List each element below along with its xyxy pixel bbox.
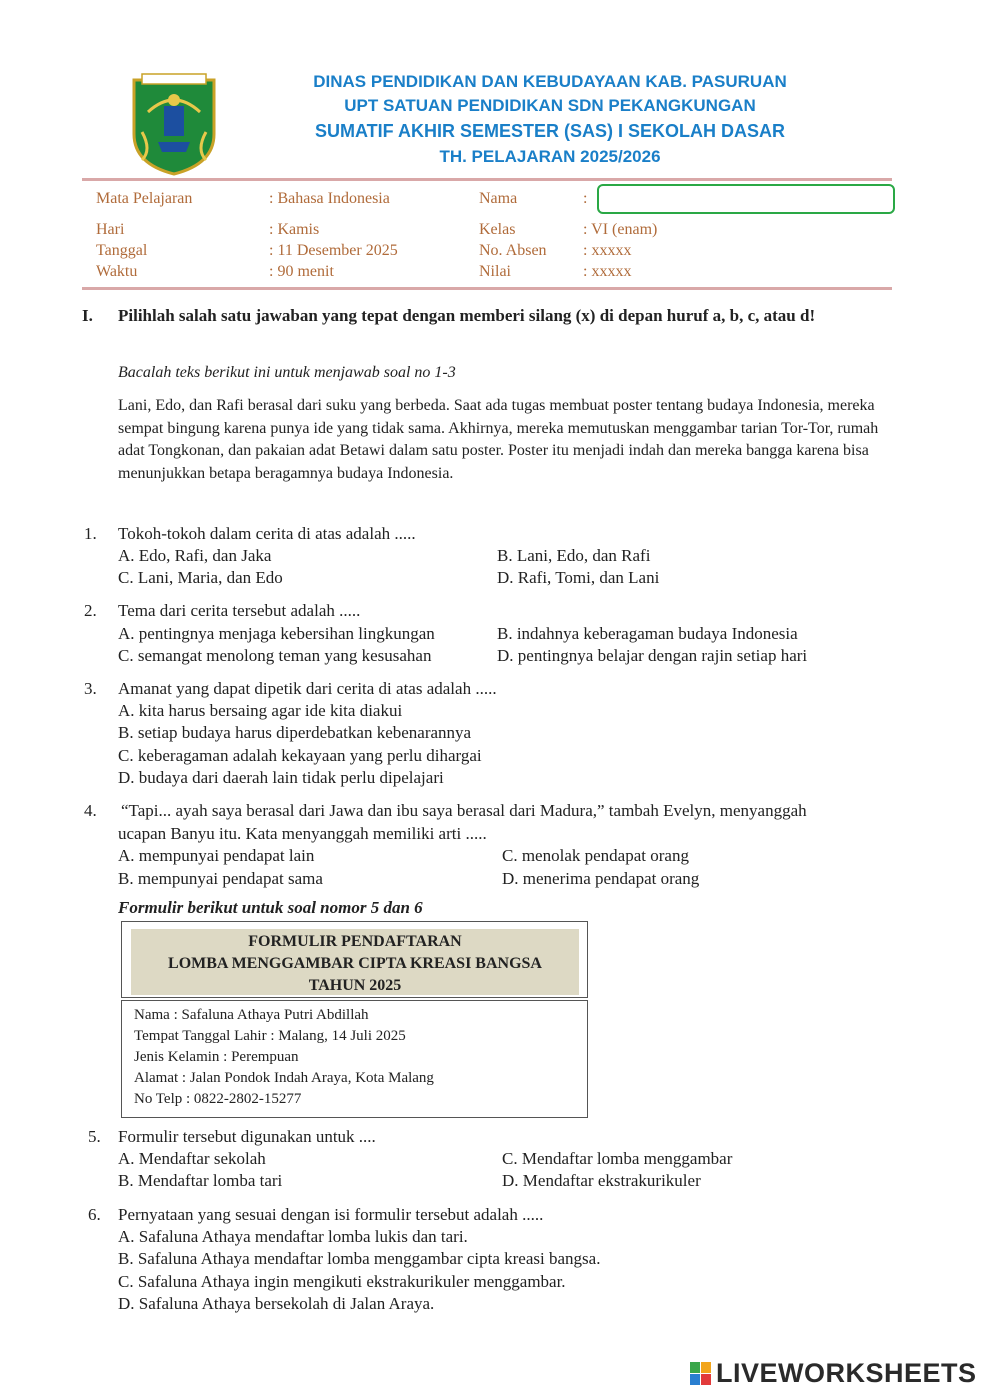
- question-3-text: Amanat yang dapat dipetik dari cerita di atas adalah .....: [118, 679, 497, 698]
- score-label: Nilai: [479, 263, 511, 280]
- class-label: Kelas: [479, 221, 516, 238]
- question-5-text: Formulir tersebut digunakan untuk ....: [118, 1127, 376, 1146]
- question-4-option-a[interactable]: A. mempunyai pendapat lain: [118, 846, 315, 865]
- absence-number-value: : xxxxx: [583, 242, 632, 259]
- form-address: Alamat : Jalan Pondok Indah Araya, Kota Malang: [134, 1070, 434, 1086]
- duration-value: : 90 menit: [269, 263, 334, 280]
- subject-value: : Bahasa Indonesia: [269, 190, 390, 207]
- absence-number-label: No. Absen: [479, 242, 547, 259]
- form-header-title: FORMULIR PENDAFTARAN: [248, 933, 462, 950]
- form-header-box: [121, 921, 588, 998]
- subject-label: Mata Pelajaran: [96, 190, 193, 207]
- day-value: : Kamis: [269, 221, 320, 238]
- name-input[interactable]: [597, 184, 895, 214]
- form-header-band: [131, 929, 579, 995]
- question-1-option-c[interactable]: C. Lani, Maria, dan Edo: [118, 568, 283, 587]
- form-header-subtitle: LOMBA MENGGAMBAR CIPTA KREASI BANGSA: [168, 955, 542, 972]
- header-school: UPT SATUAN PENDIDIKAN SDN PEKANGKUNGAN: [344, 96, 756, 115]
- form-phone: No Telp : 0822-2802-15277: [134, 1091, 302, 1107]
- question-4-number: 4.: [84, 801, 97, 820]
- liveworksheets-logo-icon: [690, 1362, 712, 1386]
- question-6-option-c[interactable]: C. Safaluna Athaya ingin mengikuti ekstrakurikuler menggambar.: [118, 1272, 566, 1291]
- section-number: I.: [82, 306, 93, 325]
- question-2-option-b[interactable]: B. indahnya keberagaman budaya Indonesia: [497, 624, 798, 643]
- section-instruction: [82, 304, 882, 328]
- date-label: Tanggal: [96, 242, 148, 259]
- question-6-option-d[interactable]: D. Safaluna Athaya bersekolah di Jalan Araya.: [118, 1294, 435, 1313]
- question-4-text-line-2: ucapan Banyu itu. Kata menyanggah memiliki arti .....: [118, 824, 487, 843]
- question-1-text: Tokoh-tokoh dalam cerita di atas adalah .....: [118, 524, 416, 543]
- question-3-option-d[interactable]: D. budaya dari daerah lain tidak perlu dipelajari: [118, 768, 444, 787]
- form-birth: Tempat Tanggal Lahir : Malang, 14 Juli 2025: [134, 1028, 406, 1044]
- name-separator: :: [583, 190, 588, 207]
- question-3-option-b[interactable]: B. setiap budaya harus diperdebatkan kebenarannya: [118, 723, 472, 742]
- reading-passage: Lani, Edo, dan Rafi berasal dari suku yang berbeda. Saat ada tugas membuat poster tentang budaya Indonesia, mereka sempat bingung karena punya ide yang tidak sama. Akhirnya, mereka memutuskan menggambar tarian Tor-Tor, rumah adat Tongkonan, dan pakaian adat Betawi dalam satu poster. Poster itu menjadi indah dan mereka bangga karena bisa menunjukkan betapa beragamnya budaya Indonesia.: [118, 397, 879, 482]
- form-intro: Formulir berikut untuk soal nomor 5 dan 6: [118, 898, 423, 917]
- question-2-text: Tema dari cerita tersebut adalah .....: [118, 601, 361, 620]
- question-5-number: 5.: [88, 1127, 101, 1146]
- question-4-option-b[interactable]: B. mempunyai pendapat sama: [118, 869, 323, 888]
- question-4-option-c[interactable]: C. menolak pendapat orang: [502, 846, 689, 865]
- name-label: Nama: [479, 190, 518, 207]
- question-5-option-c[interactable]: C. Mendaftar lomba menggambar: [502, 1149, 733, 1168]
- score-value: : xxxxx: [583, 263, 632, 280]
- header-dinas: DINAS PENDIDIKAN DAN KEBUDAYAAN KAB. PASURUAN: [313, 72, 787, 91]
- header-divider-bottom: [82, 287, 892, 290]
- question-5-option-b[interactable]: B. Mendaftar lomba tari: [118, 1171, 283, 1190]
- class-value: : VI (enam): [583, 221, 658, 238]
- question-2-option-d[interactable]: D. pentingnya belajar dengan rajin setiap hari: [497, 646, 808, 665]
- section-title: Pilihlah salah satu jawaban yang tepat dengan memberi silang (x) di depan huruf a, b, c, atau d!: [118, 306, 816, 325]
- form-body-box: [121, 1000, 588, 1118]
- question-6-text: Pernyataan yang sesuai dengan isi formulir tersebut adalah .....: [118, 1205, 544, 1224]
- question-5-option-d[interactable]: D. Mendaftar ekstrakurikuler: [502, 1171, 701, 1190]
- question-6-number: 6.: [88, 1205, 101, 1224]
- question-1-option-b[interactable]: B. Lani, Edo, dan Rafi: [497, 546, 651, 565]
- passage-instruction: Bacalah teks berikut ini untuk menjawab soal no 1-3: [118, 364, 456, 381]
- regency-emblem-logo: [128, 72, 220, 176]
- question-4-option-d[interactable]: D. menerima pendapat orang: [502, 869, 700, 888]
- question-2-option-c[interactable]: C. semangat menolong teman yang kesusahan: [118, 646, 432, 665]
- question-4-text-line-1: “Tapi... ayah saya berasal dari Jawa dan ibu saya berasal dari Madura,” tambah Evelyn, menyanggah: [121, 801, 807, 820]
- form-header-year: TAHUN 2025: [308, 977, 402, 994]
- question-6-option-a[interactable]: A. Safaluna Athaya mendaftar lomba lukis dan tari.: [118, 1227, 468, 1246]
- day-label: Hari: [96, 221, 125, 238]
- question-5-option-a[interactable]: A. Mendaftar sekolah: [118, 1149, 266, 1168]
- question-6-option-b[interactable]: B. Safaluna Athaya mendaftar lomba menggambar cipta kreasi bangsa.: [118, 1249, 601, 1268]
- duration-label: Waktu: [96, 263, 138, 280]
- question-2-option-a[interactable]: A. pentingnya menjaga kebersihan lingkungan: [118, 624, 435, 643]
- question-1-option-a[interactable]: A. Edo, Rafi, dan Jaka: [118, 546, 272, 565]
- question-3-option-a[interactable]: A. kita harus bersaing agar ide kita diakui: [118, 701, 403, 720]
- date-value: : 11 Desember 2025: [269, 242, 398, 259]
- question-3-number: 3.: [84, 679, 97, 698]
- form-gender: Jenis Kelamin : Perempuan: [134, 1049, 299, 1065]
- form-name: Nama : Safaluna Athaya Putri Abdillah: [134, 1007, 369, 1023]
- header-school-year: TH. PELAJARAN 2025/2026: [439, 147, 661, 166]
- question-1-option-d[interactable]: D. Rafi, Tomi, dan Lani: [497, 568, 660, 587]
- question-3-option-c[interactable]: C. keberagaman adalah kekayaan yang perlu dihargai: [118, 746, 482, 765]
- question-2-number: 2.: [84, 601, 97, 620]
- liveworksheets-brand: LIVEWORKSHEETS: [716, 1358, 977, 1388]
- header-divider-top: [82, 178, 892, 181]
- question-1-number: 1.: [84, 524, 97, 543]
- header-exam-title: SUMATIF AKHIR SEMESTER (SAS) I SEKOLAH DASAR: [314, 121, 785, 141]
